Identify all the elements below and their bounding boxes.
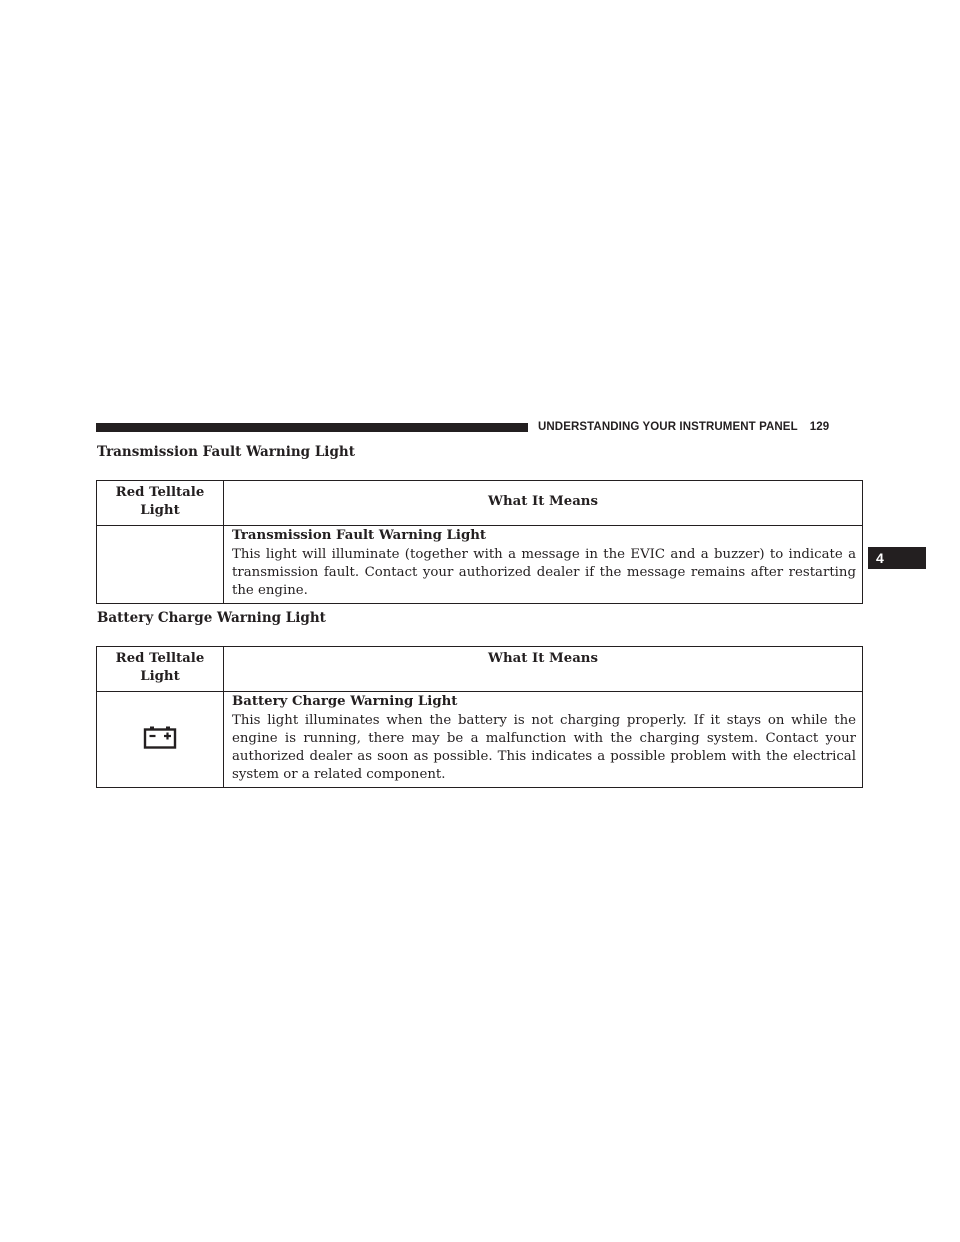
header-rule [96, 423, 528, 432]
table-row [97, 692, 863, 788]
page-number: 129 [809, 421, 830, 433]
row-title: Battery Charge Warning Light [232, 694, 458, 710]
meaning-cell [224, 526, 863, 604]
col-header-telltale: Red Telltale Light [97, 481, 224, 526]
telltale-icon-cell [97, 692, 224, 788]
row-body: This light illuminates when the battery is not charging properly. If it stays on while the engine is running, there may be a malfunction with the charging system. Contact your authorized dealer as soon as possible. This indicates a possible problem with the electrical system or a related component. [232, 712, 856, 783]
col-header-meaning: What It Means [224, 647, 863, 692]
meaning-cell [224, 692, 863, 788]
row-title: Transmission Fault Warning Light [232, 528, 487, 544]
telltale-table-battery [96, 646, 863, 788]
table-header-row [97, 647, 863, 692]
battery-icon [143, 725, 177, 749]
row-body: This light will illuminate (together with a message in the EVIC and a buzzer) to indicate a transmission fault. Contact your authorized dealer if the message remains after restarting the engine. [232, 546, 856, 599]
telltale-table-transmission [96, 480, 863, 604]
section-heading-battery: Battery Charge Warning Light [97, 610, 326, 626]
running-header [538, 419, 862, 435]
table-header-row [97, 481, 863, 526]
chapter-tab[interactable]: 4 [868, 547, 926, 569]
col-header-meaning: What It Means [224, 481, 863, 526]
section-heading-transmission: Transmission Fault Warning Light [97, 444, 355, 460]
header-title: UNDERSTANDING YOUR INSTRUMENT PANEL [538, 421, 798, 433]
table-row [97, 526, 863, 604]
col-header-telltale: Red Telltale Light [97, 647, 224, 692]
telltale-icon-cell-empty [97, 526, 224, 604]
